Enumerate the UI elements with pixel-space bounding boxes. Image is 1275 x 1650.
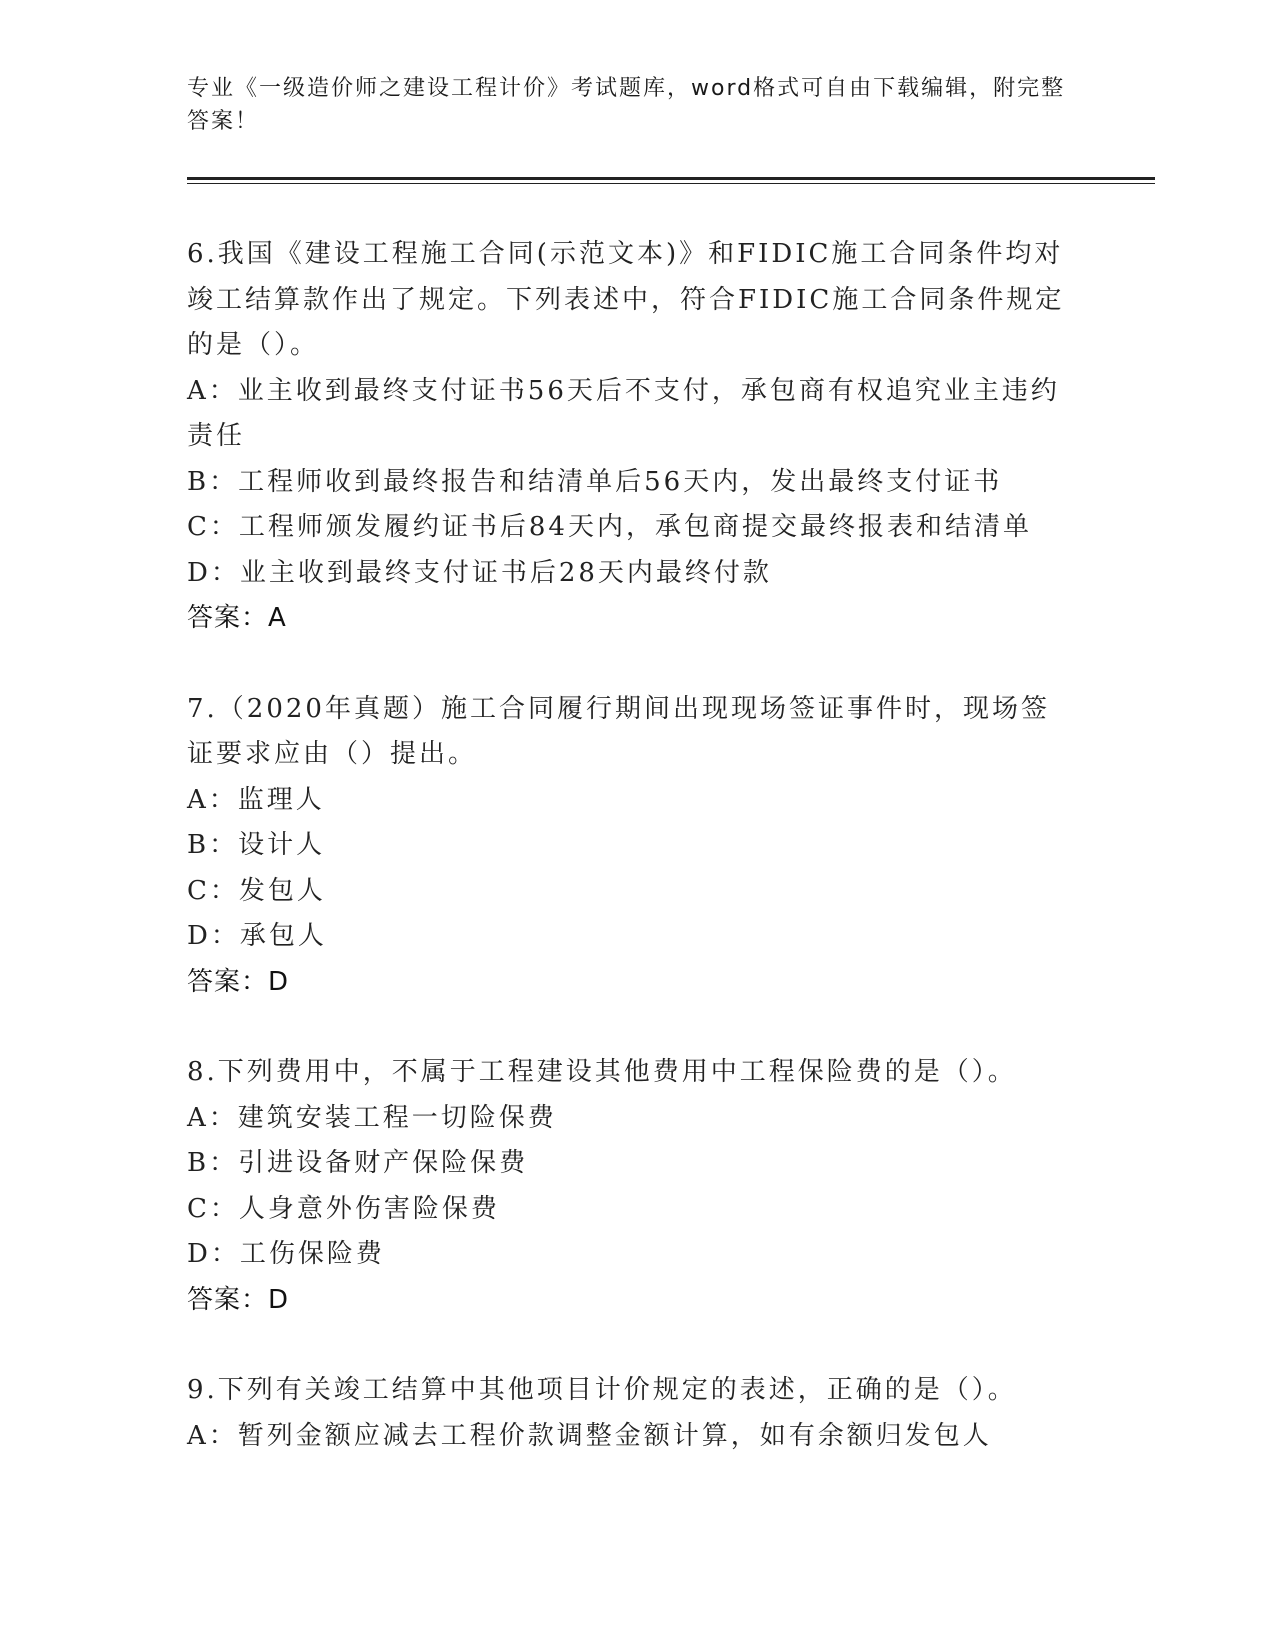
question-stem: 7.（2020年真题）施工合同履行期间出现现场签证事件时，现场签证要求应由（）提出。 — [187, 693, 1050, 769]
option-a: A：建筑安装工程一切险保费 — [187, 1102, 557, 1133]
answer-line: 答案：A — [187, 603, 287, 633]
option-a: A：监理人 — [187, 784, 325, 815]
question-stem: 8.下列费用中，不属于工程建设其他费用中工程保险费的是（）。 — [187, 1057, 1017, 1087]
option-b: B：工程师收到最终报告和结清单后56天内，发出最终支付证书 — [187, 466, 1003, 497]
option-d: D：承包人 — [187, 921, 327, 951]
answer-line: 答案：D — [187, 966, 290, 997]
option-b: B：设计人 — [187, 830, 326, 860]
question-stem: 9.下列有关竣工结算中其他项目计价规定的表述，正确的是（）。 — [187, 1375, 1017, 1405]
header-divider-thick — [187, 177, 1155, 180]
option-a: A：暂列金额应减去工程价款调整金额计算，如有余额归发包人 — [187, 1420, 992, 1451]
question-7 — [187, 687, 1067, 1006]
answer-line: 答案：D — [187, 1284, 290, 1315]
option-c: C：工程师颁发履约证书后84天内，承包商提交最终报表和结清单 — [187, 512, 1032, 542]
document-header: 专业《一级造价师之建设工程计价》考试题库，word格式可自由下载编辑，附完整答案！ — [187, 76, 1066, 134]
option-d: D：工伤保险费 — [187, 1239, 385, 1269]
question-8 — [187, 1050, 1067, 1323]
question-list — [187, 232, 1067, 1504]
option-a: A：业主收到最终支付证书56天后不支付，承包商有权追究业主违约责任 — [187, 375, 1060, 451]
header-divider-thin — [187, 183, 1155, 184]
question-9 — [187, 1368, 1067, 1459]
option-b: B：引进设备财产保险保费 — [187, 1148, 529, 1178]
question-6 — [187, 232, 1067, 642]
option-c: C：人身意外伤害险保费 — [187, 1193, 500, 1224]
question-stem: 6.我国《建设工程施工合同(示范文本)》和FIDIC施工合同条件均对竣工结算款作出了规定。下列表述中，符合FIDIC施工合同条件规定的是（）。 — [187, 239, 1065, 360]
option-c: C：发包人 — [187, 875, 326, 906]
option-d: D：业主收到最终支付证书后28天内最终付款 — [187, 557, 772, 588]
